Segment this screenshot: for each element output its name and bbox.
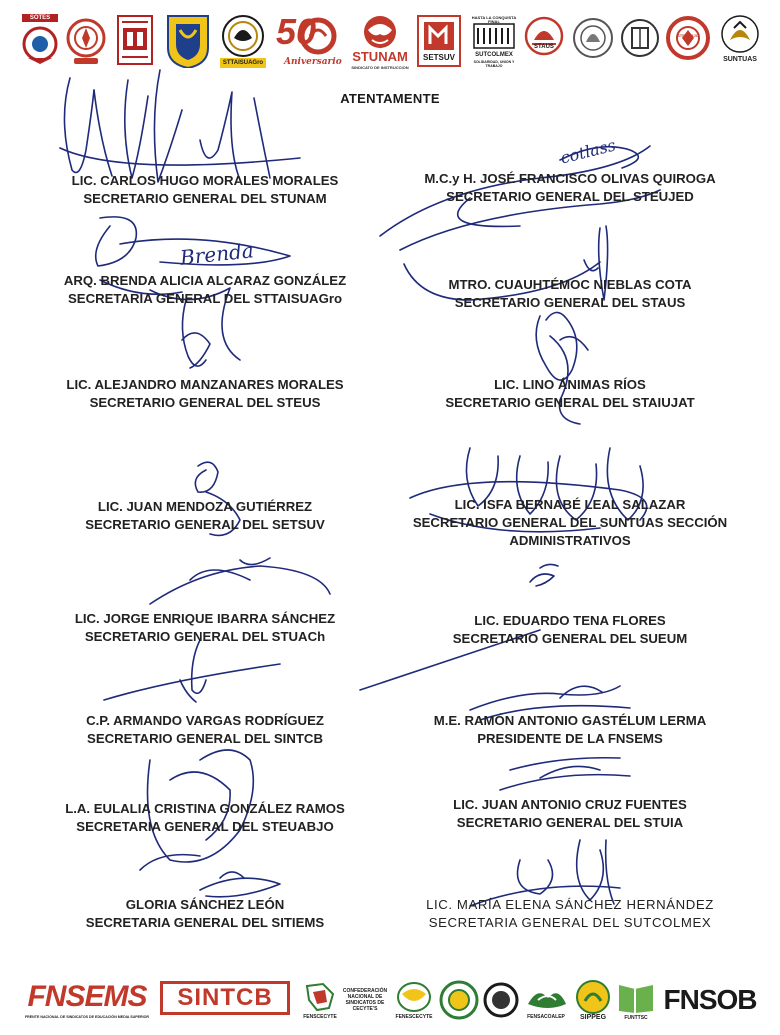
sippeg-logo <box>574 975 612 1025</box>
signatory-title: SECRETARIO GENERAL DEL STEUS <box>89 395 321 410</box>
signature-vargas <box>104 664 280 702</box>
signatory-title: SECRETARIO GENERAL DEL STUACh <box>84 629 326 644</box>
signatory-eulalia-gonzalez <box>30 800 380 836</box>
confederacion-logo <box>340 975 390 1025</box>
sorres-logo <box>20 14 60 66</box>
fnsems-wordmark: FNSEMS <box>27 980 147 1013</box>
signatory-name: LIC. ALEJANDRO MANZANARES MORALES <box>66 377 344 392</box>
fensacoalep-logo <box>522 975 570 1025</box>
signatory-name: L.A. EULALIA CRISTINA GONZÁLEZ RAMOS <box>65 801 345 816</box>
sippeg-label: SIPPEG <box>579 1014 607 1021</box>
signatory-title: SECRETARIA GENERAL DEL SITIEMS <box>85 915 325 930</box>
fifty-number: 50 <box>276 11 317 52</box>
signature-cruz <box>500 758 630 790</box>
signatory-carlos-hugo-morales <box>30 172 380 208</box>
signature-manzanares <box>182 300 210 368</box>
suntuas-logo <box>716 14 764 68</box>
funttsc-label: FUNTTSC <box>624 1015 648 1021</box>
signature-lettering-olivas: cotlass <box>558 135 618 168</box>
signatory-cuauhtemoc-nieblas <box>395 276 745 312</box>
signatory-armando-vargas <box>30 712 380 748</box>
signatory-title-continued: ADMINISTRATIVOS <box>509 533 631 548</box>
signatory-title: SECRETARIO GENERAL DEL SINTCB <box>87 731 323 746</box>
signatory-juan-antonio-cruz <box>395 796 745 832</box>
signatory-eduardo-tena <box>395 612 745 648</box>
staisuagro-seal <box>114 14 156 68</box>
signatory-title: SECRETARIO GENERAL DEL SETSUV <box>85 517 325 532</box>
sutcolmex-logo <box>468 14 520 70</box>
steuabjo-seal <box>666 14 710 64</box>
university-seal <box>572 14 614 64</box>
mexico-map-icon <box>303 980 337 1014</box>
sutcolmex-top-label: HASTA LA CONQUISTA FINAL <box>471 15 517 24</box>
signatory-isfa-leal <box>395 496 745 550</box>
setsuv-label: SETSUV <box>422 53 455 62</box>
shield-logo <box>166 14 210 68</box>
signatory-title: SECRETARIA GENERAL DEL STTAISUAGro <box>67 291 343 306</box>
signatory-name: LIC. CARLOS HUGO MORALES MORALES <box>71 173 339 188</box>
sttaisuagro-logo <box>220 14 266 68</box>
funttsc-logo <box>616 975 656 1025</box>
signatory-title: SECRETARIA GENERAL DEL SUTCOLMEX <box>428 915 712 930</box>
signatory-title: SECRETARIO GENERAL DEL STUIA <box>456 815 684 830</box>
sintcb-logo <box>160 981 290 1015</box>
signatory-brenda-alcaraz <box>30 272 380 308</box>
signatory-name: LIC. ISFA BERNABÉ LEAL SALAZAR <box>454 497 686 512</box>
fnsob-wordmark: FNSOB <box>663 984 757 1015</box>
signatory-title: PRESIDENTE DE LA FNSEMS <box>477 731 663 746</box>
fnsems-logo <box>18 975 156 1025</box>
signatory-juan-mendoza <box>30 498 380 534</box>
signatory-name: LIC. MARÍA ELENA SÁNCHEZ HERNÁNDEZ <box>426 897 714 912</box>
signatory-jorge-ibarra <box>30 610 380 646</box>
seal-green-logo <box>438 975 480 1025</box>
union-seal-1 <box>66 14 106 66</box>
fifty-anniversary-logo <box>274 11 342 70</box>
signatory-name: LIC. EDUARDO TENA FLORES <box>474 613 666 628</box>
sutcolmex-label: SUTCOLMEX <box>475 52 513 58</box>
signatory-name: ARQ. BRENDA ALICIA ALCARAZ GONZÁLEZ <box>63 273 347 288</box>
setsuv-logo <box>416 14 462 68</box>
anniversary-label: Aniversario <box>284 57 342 67</box>
book-icon <box>617 979 655 1015</box>
hands-icon <box>524 980 568 1014</box>
signatory-title: SECRETARIO GENERAL DEL SUNTUAS SECCIÓN <box>412 515 728 530</box>
signatory-name: MTRO. CUAUHTÉMOC NIEBLAS COTA <box>448 277 692 292</box>
signatory-name: GLORIA SÁNCHEZ LEÓN <box>125 897 285 912</box>
signatory-gloria-sanchez <box>30 896 380 932</box>
signatory-alejandro-manzanares <box>30 376 380 412</box>
fenescecyte-label: FENESCECYTE <box>395 1014 433 1020</box>
sippeg-icon <box>575 979 611 1015</box>
signatory-name: LIC. JORGE ENRIQUE IBARRA SÁNCHEZ <box>74 611 336 626</box>
steuabjo-label: STEUABJO <box>677 33 699 38</box>
signature-gloria <box>200 872 280 897</box>
sttaisuagro-label: STTAISUAGro <box>222 60 264 66</box>
stuach-seal <box>620 14 660 64</box>
sintcb-wordmark: SINTCB <box>177 984 273 1011</box>
fenscecyte-label: FENSCECYTE <box>303 1014 337 1020</box>
signatory-maria-elena-sanchez <box>395 896 745 932</box>
signatory-jose-francisco-olivas <box>395 170 745 206</box>
signatory-name: LIC. LINO ÁNIMAS RÍOS <box>494 377 646 392</box>
signatory-title: SECRETARIA GENERAL DEL STEUABJO <box>76 819 334 834</box>
suntuas-label: SUNTUAS <box>723 56 757 63</box>
seal-dark-logo <box>482 975 520 1025</box>
signature-lettering-brenda: Brenda <box>178 238 255 270</box>
stunam-logo <box>348 14 412 72</box>
signatory-title: SECRETARIO GENERAL DEL STAUS <box>454 295 686 310</box>
closing-heading: ATENTAMENTE <box>340 91 440 106</box>
signatory-title: SECRETARIO GENERAL DEL STUNAM <box>83 191 327 206</box>
seal-green-icon <box>439 980 479 1020</box>
signatory-title: SECRETARIO GENERAL DEL STAIUJAT <box>445 395 695 410</box>
staus-logo <box>524 14 564 64</box>
fensacoalep-label: FENSACOALEP <box>527 1014 565 1020</box>
signatory-name: M.C.y H. JOSÉ FRANCISCO OLIVAS QUIROGA <box>424 171 716 186</box>
footer-logo-strip <box>18 975 763 1025</box>
stunam-sub-label: SINDICATO DE INSTRUCCION <box>351 65 409 70</box>
header-logo-strip <box>20 10 765 72</box>
signatory-name: M.E. RAMÓN ANTONIO GASTÉLUM LERMA <box>433 713 707 728</box>
signatory-lino-animas <box>395 376 745 412</box>
globe-icon <box>396 980 432 1014</box>
fenscecyte-logo <box>300 975 340 1025</box>
signatory-title: SECRETARIO GENERAL DEL STEUJED <box>446 189 694 204</box>
signatory-name: C.P. ARMANDO VARGAS RODRÍGUEZ <box>86 713 324 728</box>
signatory-name: LIC. JUAN ANTONIO CRUZ FUENTES <box>453 797 687 812</box>
staus-label: STAUS <box>534 44 554 50</box>
confederacion-label: CONFEDERACIÓN NACIONAL DE SINDICATOS DE CECYTE'S <box>342 988 388 1012</box>
fenescecyte-logo <box>392 975 436 1025</box>
signatory-title: SECRETARIO GENERAL DEL SUEUM <box>452 631 688 646</box>
seal-dark-icon <box>483 980 519 1020</box>
signatory-ramon-gastelum <box>395 712 745 748</box>
fnsob-logo <box>658 975 762 1025</box>
sorres-label: SOTES <box>29 15 51 21</box>
signatory-name: LIC. JUAN MENDOZA GUTIÉRREZ <box>97 499 313 514</box>
sutcolmex-sub-label: SOLIDARIDAD, UNION Y TRABAJO <box>473 60 515 68</box>
signature-carlos-hugo <box>60 70 300 182</box>
fnsems-sub-label: FRENTE NACIONAL DE SINDICATOS DE EDUCACIÓN MEDIA SUPERIOR <box>24 1015 150 1019</box>
stunam-label: STUNAM <box>352 49 408 64</box>
